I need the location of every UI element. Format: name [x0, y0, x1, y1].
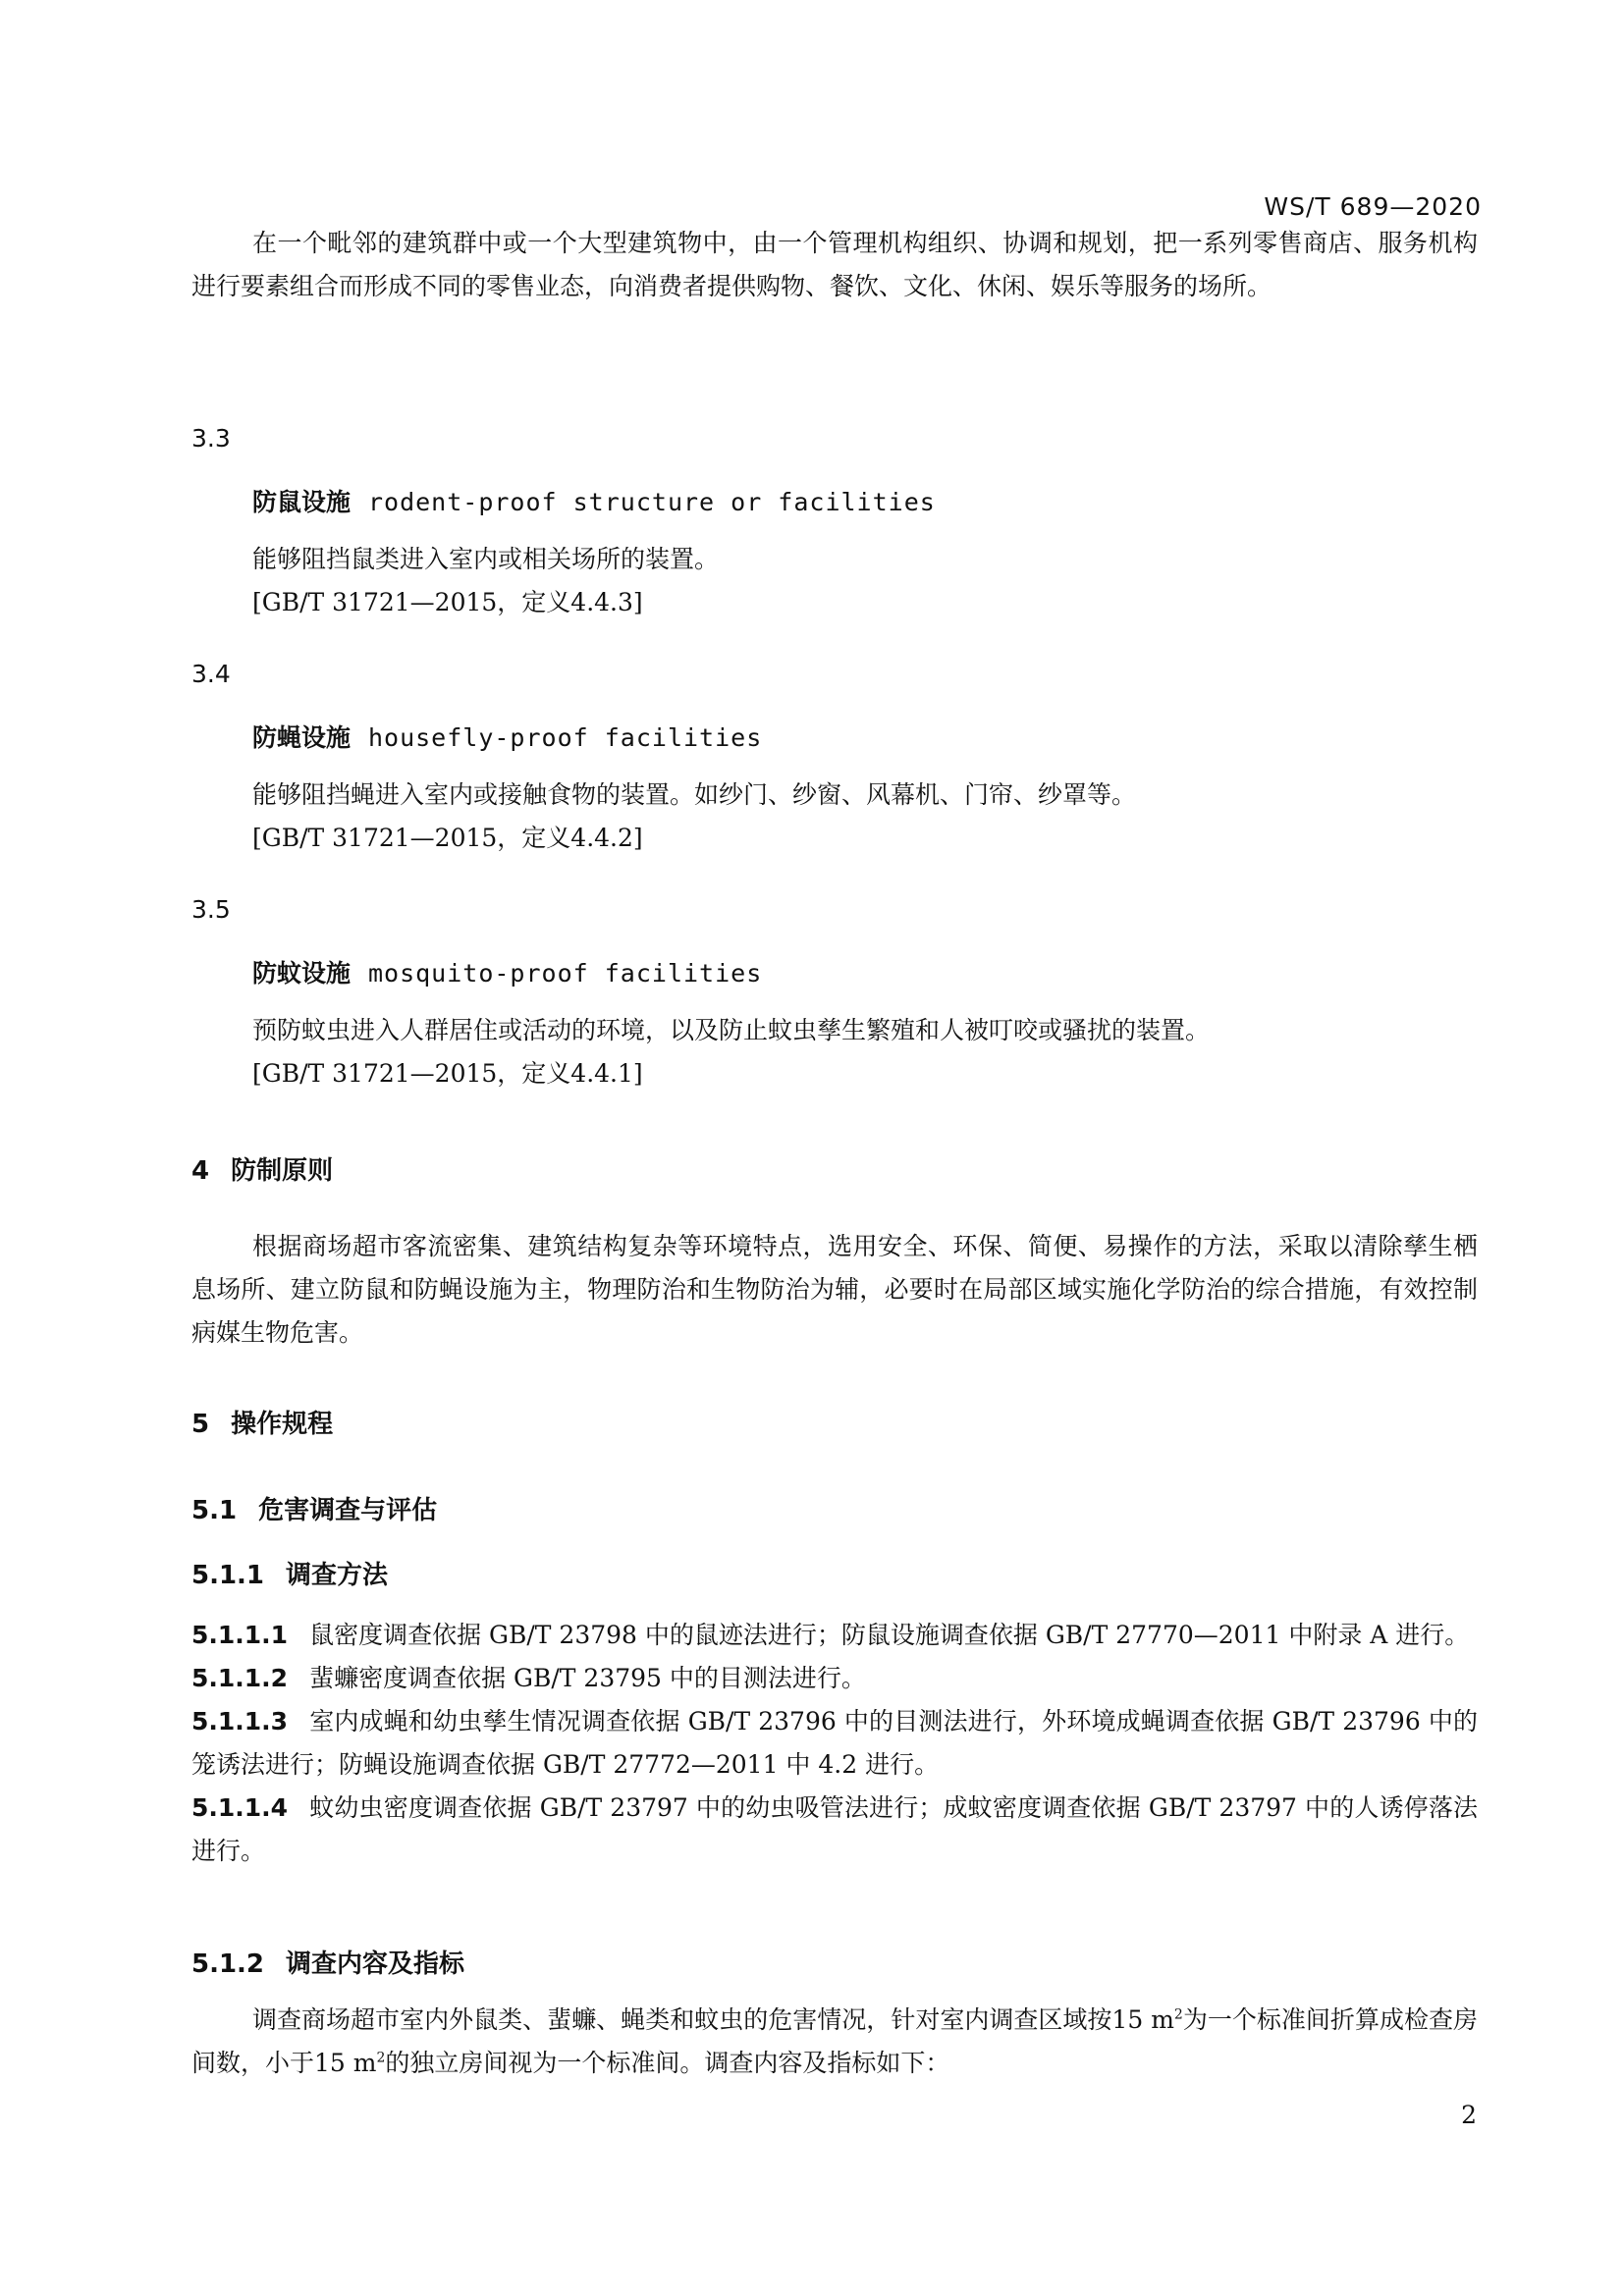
- term-source: [GB/T 31721—2015，定义4.4.2]: [252, 824, 643, 852]
- superscript-2: 2: [1173, 2006, 1183, 2023]
- section-number: 5: [191, 1410, 210, 1439]
- term-number: 3.5: [191, 895, 231, 924]
- subsection-title: 调查方法: [286, 1561, 389, 1590]
- section-title: 操作规程: [231, 1410, 334, 1439]
- subsection-number: 5.1.1: [191, 1561, 265, 1590]
- superscript-2: 2: [376, 2050, 386, 2066]
- term-definition: 预防蚊虫进入人群居住或活动的环境，以及防止蚊虫孳生繁殖和人被叮咬或骚扰的装置。: [252, 1016, 1211, 1044]
- section-heading: [191, 1150, 333, 1187]
- clause-number: 5.1.1.2: [191, 1664, 289, 1692]
- clause-number: 5.1.1.3: [191, 1707, 289, 1735]
- intro-paragraph: 在一个毗邻的建筑群中或一个大型建筑物中，由一个管理机构组织、协调和规划，把一系列零售商店、服务机构进行要素组合而形成不同的零售业态，向消费者提供购物、餐饮、文化、休闲、娱乐等服务的场所。: [191, 229, 1478, 300]
- section-heading: [191, 1404, 333, 1440]
- term-name-en: rodent-proof structure or facilities: [367, 488, 936, 516]
- term-heading: [252, 719, 762, 754]
- term-definition: 能够阻挡蝇进入室内或接触食物的装置。如纱门、纱窗、风幕机、门帘、纱罩等。: [252, 780, 1137, 809]
- clause: [191, 1700, 1478, 1787]
- clause-text: 鼠密度调查依据 GB/T 23798 中的鼠迹法进行；防鼠设施调查依据 GB/T 27770—2011 中附录 A 进行。: [309, 1621, 1470, 1649]
- clause: [191, 1614, 1478, 1657]
- subsection-paragraph: [191, 1999, 1478, 2085]
- subsection-title: 危害调查与评估: [258, 1496, 438, 1525]
- term-definition-block: [191, 1009, 1478, 1095]
- term-source: [GB/T 31721—2015，定义4.4.3]: [252, 588, 643, 616]
- term-heading: [252, 954, 762, 989]
- section-paragraph: 根据商场超市客流密集、建筑结构复杂等环境特点，选用安全、环保、简便、易操作的方法，采取以清除孳生栖息场所、建立防鼠和防蝇设施为主，物理防治和生物防治为辅，必要时在局部区域实施化学防治的综合措施，有效控制病媒生物危害。: [191, 1232, 1478, 1347]
- paragraph-text-a: 调查商场超市室内外鼠类、蜚蠊、蝇类和蚊虫的危害情况，针对室内调查区域按15 m: [252, 2005, 1174, 2034]
- intro-paragraph-block: [191, 222, 1478, 308]
- clause-list: [191, 1614, 1478, 1873]
- subsection-heading: [191, 1490, 437, 1526]
- subsection-heading: [191, 1555, 388, 1591]
- subsection-title: 调查内容及指标: [286, 1949, 465, 1979]
- paragraph-text-b: 为一个标准间折算成检查房间数，小于15 m: [191, 2005, 1478, 2077]
- term-name-zh: 防鼠设施: [252, 488, 352, 516]
- term-name-zh: 防蝇设施: [252, 723, 352, 752]
- section-body: [191, 1225, 1478, 1355]
- term-definition-block: [191, 538, 1478, 624]
- clause-text: 蚊幼虫密度调查依据 GB/T 23797 中的幼虫吸管法进行；成蚊密度调查依据 GB/T 23797 中的人诱停落法进行。: [191, 1793, 1478, 1865]
- term-heading: [252, 483, 936, 518]
- clause: [191, 1657, 1478, 1700]
- section-title: 防制原则: [231, 1156, 334, 1186]
- clause-text: 室内成蝇和幼虫孳生情况调查依据 GB/T 23796 中的目测法进行，外环境成蝇调查依据 GB/T 23796 中的笼诱法进行；防蝇设施调查依据 GB/T 27772—2011 中 4.2 进行。: [191, 1707, 1478, 1779]
- term-source: [GB/T 31721—2015，定义4.4.1]: [252, 1059, 643, 1088]
- term-number: 3.3: [191, 424, 231, 453]
- section-number: 4: [191, 1156, 210, 1186]
- subsection-number: 5.1: [191, 1496, 238, 1525]
- subsection-body: [191, 1999, 1478, 2085]
- term-definition: 能够阻挡鼠类进入室内或相关场所的装置。: [252, 545, 720, 573]
- subsection-number: 5.1.2: [191, 1949, 265, 1979]
- term-name-en: housefly-proof facilities: [367, 723, 763, 752]
- term-name-en: mosquito-proof facilities: [367, 959, 763, 988]
- clause-number: 5.1.1.1: [191, 1621, 289, 1649]
- clause-number: 5.1.1.4: [191, 1793, 289, 1822]
- document-code: WS/T 689—2020: [1264, 192, 1482, 221]
- clause-text: 蜚蠊密度调查依据 GB/T 23795 中的目测法进行。: [309, 1664, 866, 1692]
- term-definition-block: [191, 774, 1478, 860]
- clause: [191, 1787, 1478, 1873]
- term-number: 3.4: [191, 660, 231, 688]
- paragraph-text-c: 的独立房间视为一个标准间。调查内容及指标如下：: [385, 2049, 950, 2077]
- page-number: 2: [1461, 2101, 1477, 2129]
- term-name-zh: 防蚊设施: [252, 959, 352, 988]
- subsection-heading: [191, 1944, 464, 1980]
